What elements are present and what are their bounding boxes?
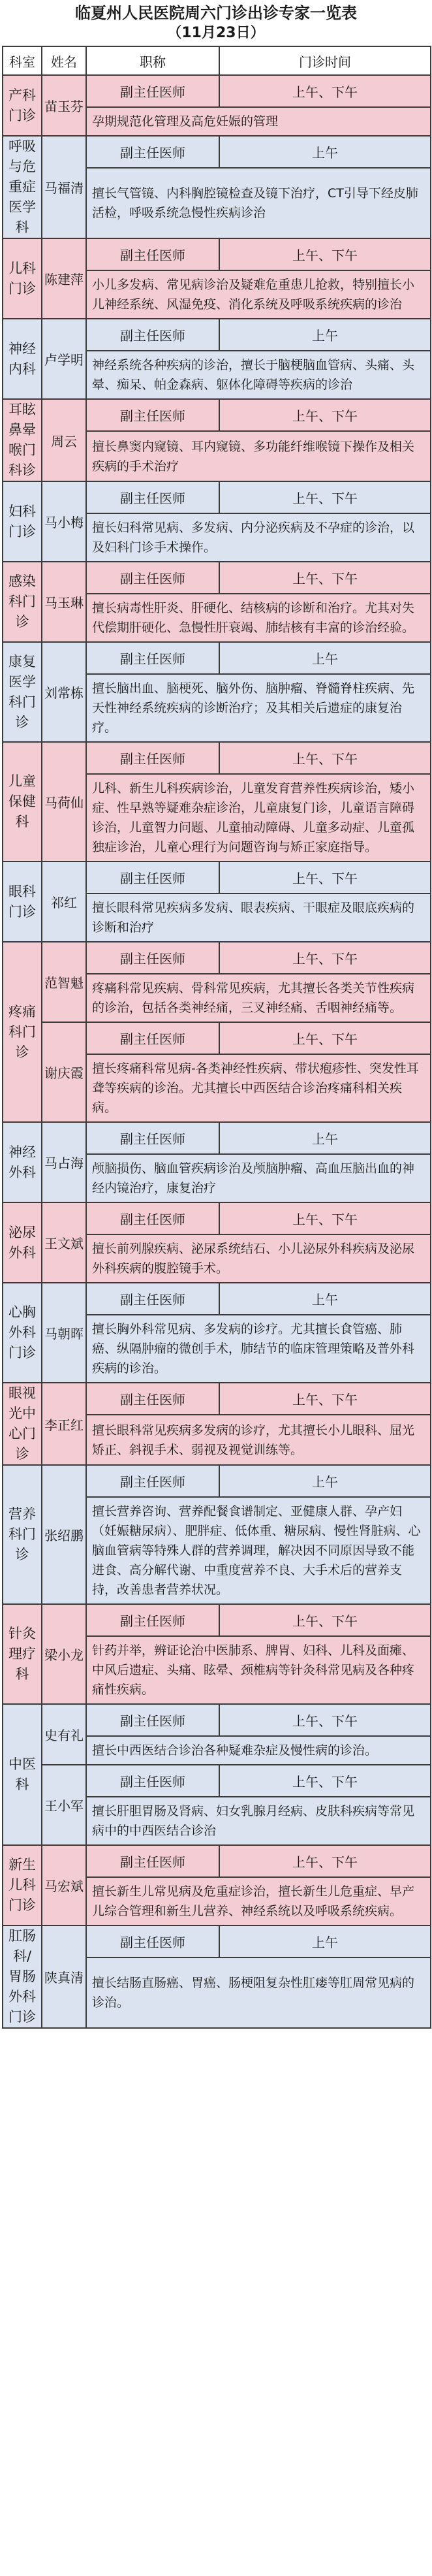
doctor-specialty: 擅长营养咨询、营养配餐食谱制定、亚健康人群、孕产妇（妊娠糖尿病）、肥胖症、低体重、糖尿病、慢性肾脏病、心脑血管病等特殊人群的营养调理，解决因不同原因导致不能进食、高分解代谢、中重度营养不良、大手术后的营养支持，改善患者营养状况。 <box>86 1497 431 1604</box>
doctor-title: 副主任医师 <box>86 238 219 270</box>
schedule-table <box>2 46 431 2029</box>
doctor-title: 副主任医师 <box>86 1122 219 1154</box>
dept-cell: 耳眩鼻晕喉门科诊 <box>3 399 42 481</box>
clinic-time: 上午 <box>219 136 431 168</box>
doctor-title: 副主任医师 <box>86 1845 219 1877</box>
clinic-time: 上午、下午 <box>219 861 431 894</box>
doctor-specialty: 擅长气管镜、内科胸腔镜检查及镜下治疗，CT引导下经皮肺活检，呼吸系统急慢性疾病诊治 <box>86 168 431 238</box>
dept-cell: 神经内科 <box>3 319 42 399</box>
doctor-specialty: 擅长结肠直肠癌、胃癌、肠梗阻复杂性肛瘘等肛周常见病的诊治。 <box>86 1957 431 2028</box>
dept-cell: 妇科门诊 <box>3 481 42 562</box>
clinic-time: 上午、下午 <box>219 399 431 431</box>
doctor-specialty: 擅长鼻窦内窥镜、耳内窥镜、多功能纤维喉镜下操作及相关疾病的手术治疗 <box>86 431 431 481</box>
doctor-name: 陕真清 <box>42 1925 86 2028</box>
doctor-specialty: 擅长胸外科常见病、多发病的诊疗。尤其擅长食管癌、肺癌、纵隔肿瘤的微创手术，肺结节的临床管理策略及普外科疾病的诊治。 <box>86 1315 431 1383</box>
column-header-row <box>3 46 431 75</box>
doctor-title: 副主任医师 <box>86 861 219 894</box>
doctor-name: 马荷仙 <box>42 742 86 861</box>
doctor-name: 史有礼 <box>42 1704 86 1765</box>
dept-cell: 呼吸与危重症医学科 <box>3 136 42 238</box>
doctor-name: 范智魁 <box>42 942 86 1022</box>
doctor-name: 刘常栋 <box>42 642 86 742</box>
clinic-time: 上午、下午 <box>219 1022 431 1054</box>
doctor-row <box>3 1604 431 1636</box>
dept-cell: 新生儿科门诊 <box>3 1845 42 1925</box>
doctor-row <box>3 1202 431 1234</box>
clinic-time: 上午 <box>219 1465 431 1497</box>
doctor-specialty: 孕期规范化管理及高危妊娠的管理 <box>86 107 431 136</box>
doctor-name: 王文斌 <box>42 1202 86 1283</box>
doctor-title: 副主任医师 <box>86 399 219 431</box>
doctor-name: 周云 <box>42 399 86 481</box>
doctor-specialty: 擅长病毒性肝炎、肝硬化、结核病的诊断和治疗。尤其对失代偿期肝硬化、急慢性肝衰竭、肺结核有丰富的诊治经验。 <box>86 594 431 642</box>
dept-cell: 中医科 <box>3 1704 42 1845</box>
doctor-row <box>3 1765 431 1797</box>
doctor-name: 李正红 <box>42 1383 86 1465</box>
doctor-title: 副主任医师 <box>86 1765 219 1797</box>
doctor-title: 副主任医师 <box>86 1704 219 1736</box>
doctor-row <box>3 742 431 774</box>
doctor-row <box>3 562 431 594</box>
clinic-time: 上午 <box>219 642 431 674</box>
clinic-time: 上午、下午 <box>219 562 431 594</box>
doctor-row <box>3 399 431 431</box>
doctor-name: 陈建萍 <box>42 238 86 319</box>
clinic-time: 上午、下午 <box>219 238 431 270</box>
clinic-time: 上午、下午 <box>219 742 431 774</box>
doctor-title: 副主任医师 <box>86 1604 219 1636</box>
dept-cell: 心胸外科门诊 <box>3 1283 42 1383</box>
clinic-time: 上午 <box>219 319 431 351</box>
doctor-specialty: 小儿多发病、常见病诊治及疑难危重患儿抢救，特别擅长小儿神经系统、风湿免疫、消化系统及呼吸系统疾病的诊治 <box>86 270 431 319</box>
clinic-time: 上午、下午 <box>219 1202 431 1234</box>
clinic-time: 上午、下午 <box>219 942 431 974</box>
doctor-title: 副主任医师 <box>86 1022 219 1054</box>
doctor-row <box>3 1022 431 1054</box>
doctor-specialty: 针药并举，辨证论治中医肺系、脾胃、妇科、儿科及面瘫、中风后遗症、头痛、眩晕、颈椎病等针灸科常见病及各种疼痛性疾病。 <box>86 1636 431 1704</box>
page-title: 临夏州人民医院周六门诊出诊专家一览表 <box>75 4 357 22</box>
doctor-specialty: 擅长眼科常见疾病多发病的诊疗，尤其擅长小儿眼科、屈光矫正、斜视手术、弱视及视觉训练等。 <box>86 1415 431 1465</box>
doctor-name: 马占海 <box>42 1122 86 1202</box>
dept-cell: 神经外科 <box>3 1122 42 1202</box>
doctor-name: 苗玉芬 <box>42 75 86 136</box>
doctor-row <box>3 861 431 894</box>
doctor-specialty: 擅长妇科常见病、多发病、内分泌疾病及不孕症的诊治，以及妇科门诊手术操作。 <box>86 513 431 562</box>
column-header-title: 职称 <box>86 46 219 75</box>
doctor-specialty: 擅长脑出血、脑梗死、脑外伤、脑肿瘤、脊髓脊柱疾病、先天性神经系统疾病的诊断治疗；及其相关后遗症的康复治疗。 <box>86 674 431 742</box>
doctor-row <box>3 942 431 974</box>
dept-cell: 感染科门诊 <box>3 562 42 642</box>
doctor-row <box>3 1283 431 1315</box>
doctor-name: 马小梅 <box>42 481 86 562</box>
clinic-time: 上午、下午 <box>219 1765 431 1797</box>
dept-cell: 眼科门诊 <box>3 861 42 942</box>
clinic-time: 上午、下午 <box>219 1383 431 1415</box>
clinic-time: 上午、下午 <box>219 1604 431 1636</box>
dept-cell: 针灸理疗科 <box>3 1604 42 1704</box>
dept-cell: 儿童保健科 <box>3 742 42 861</box>
doctor-title: 副主任医师 <box>86 742 219 774</box>
doctor-name: 马朝晖 <box>42 1283 86 1383</box>
clinic-time: 上午 <box>219 1925 431 1957</box>
doctor-row <box>3 1122 431 1154</box>
doctor-row <box>3 319 431 351</box>
doctor-row <box>3 1465 431 1497</box>
dept-cell: 康复医学科门诊 <box>3 642 42 742</box>
column-header-time: 门诊时间 <box>219 46 431 75</box>
page-date: （11月23日） <box>167 25 265 41</box>
dept-cell: 产科门诊 <box>3 75 42 136</box>
dept-cell: 泌尿外科 <box>3 1202 42 1283</box>
doctor-title: 副主任医师 <box>86 481 219 513</box>
dept-cell: 眼视光中心门诊 <box>3 1383 42 1465</box>
clinic-time: 上午 <box>219 1122 431 1154</box>
doctor-title: 副主任医师 <box>86 942 219 974</box>
doctor-title: 副主任医师 <box>86 1925 219 1957</box>
doctor-specialty: 擅长前列腺疾病、泌尿系统结石、小儿泌尿外科疾病及泌尿外科疾病的腹腔镜手术。 <box>86 1234 431 1283</box>
doctor-specialty: 神经系统各种疾病的诊治，擅长于脑梗脑血管病、头痛、头晕、痴呆、帕金森病、躯体化障碍等疾病的诊治 <box>86 351 431 399</box>
clinic-time: 上午 <box>219 1283 431 1315</box>
clinic-time: 上午、下午 <box>219 481 431 513</box>
doctor-specialty: 儿科、新生儿科疾病诊治，儿童发育营养性疾病诊治，矮小症、性早熟等疑难杂症诊治，儿童康复门诊，儿童语言障碍诊治，儿童智力问题、儿童抽动障碍、儿童多动症、儿童孤独症诊治，儿童心理行为问题咨询与矫正家庭指导。 <box>86 774 431 861</box>
doctor-title: 副主任医师 <box>86 1465 219 1497</box>
doctor-specialty: 擅长肝胆胃肠及肾病、妇女乳腺月经病、皮肤科疾病等常见病中的中西医结合诊治 <box>86 1797 431 1845</box>
doctor-name: 马福清 <box>42 136 86 238</box>
doctor-name: 祁红 <box>42 861 86 942</box>
doctor-title: 副主任医师 <box>86 75 219 107</box>
doctor-name: 卢学明 <box>42 319 86 399</box>
doctor-specialty: 疼痛科常见疾病、骨科常见疾病，尤其擅长各类关节性疾病的诊治，包括各类神经痛，三叉神经痛、舌咽神经痛等。 <box>86 974 431 1022</box>
doctor-row <box>3 1383 431 1415</box>
doctor-title: 副主任医师 <box>86 136 219 168</box>
doctor-row <box>3 1704 431 1736</box>
column-header-dept: 科室 <box>3 46 42 75</box>
doctor-row <box>3 75 431 107</box>
doctor-name: 马玉琳 <box>42 562 86 642</box>
doctor-name: 梁小龙 <box>42 1604 86 1704</box>
dept-cell: 疼痛科门诊 <box>3 942 42 1122</box>
doctor-title: 副主任医师 <box>86 1283 219 1315</box>
schedule-body <box>3 46 431 2028</box>
doctor-row <box>3 642 431 674</box>
doctor-name: 张绍鹏 <box>42 1465 86 1604</box>
doctor-title: 副主任医师 <box>86 562 219 594</box>
doctor-specialty: 擅长疼痛科常见病-各类神经性疾病、带状疱疹性、突发性耳聋等疾病的诊治。尤其擅长中西医结合诊治疼痛科相关疾病。 <box>86 1054 431 1122</box>
doctor-name: 马宏斌 <box>42 1845 86 1925</box>
clinic-time: 上午、下午 <box>219 75 431 107</box>
doctor-specialty: 擅长中西医结合诊治各种疑难杂症及慢性病的诊治。 <box>86 1736 431 1765</box>
doctor-title: 副主任医师 <box>86 319 219 351</box>
doctor-name: 王小军 <box>42 1765 86 1845</box>
doctor-row <box>3 238 431 270</box>
doctor-name: 谢庆霞 <box>42 1022 86 1122</box>
dept-cell: 营养科门诊 <box>3 1465 42 1604</box>
doctor-row <box>3 1925 431 1957</box>
doctor-row <box>3 481 431 513</box>
doctor-specialty: 颅脑损伤、脑血管疾病诊治及颅脑肿瘤、高血压脑出血的神经内镜治疗，康复治疗 <box>86 1154 431 1202</box>
header <box>0 0 432 43</box>
doctor-specialty: 擅长眼科常见疾病多发病、眼表疾病、干眼症及眼底疾病的诊断和治疗 <box>86 894 431 942</box>
dept-cell: 儿科门诊 <box>3 238 42 319</box>
doctor-title: 副主任医师 <box>86 1202 219 1234</box>
clinic-time: 上午、下午 <box>219 1845 431 1877</box>
doctor-title: 副主任医师 <box>86 1383 219 1415</box>
clinic-time: 上午、下午 <box>219 1704 431 1736</box>
doctor-row <box>3 136 431 168</box>
doctor-title: 副主任医师 <box>86 642 219 674</box>
doctor-specialty: 擅长新生儿常见病及危重症诊治，擅长新生儿危重症、早产儿综合管理和新生儿营养、神经系统以及呼吸系统疾病。 <box>86 1877 431 1925</box>
column-header-name: 姓名 <box>42 46 86 75</box>
doctor-row <box>3 1845 431 1877</box>
dept-cell: 肛肠科/胃肠外科门诊 <box>3 1925 42 2028</box>
